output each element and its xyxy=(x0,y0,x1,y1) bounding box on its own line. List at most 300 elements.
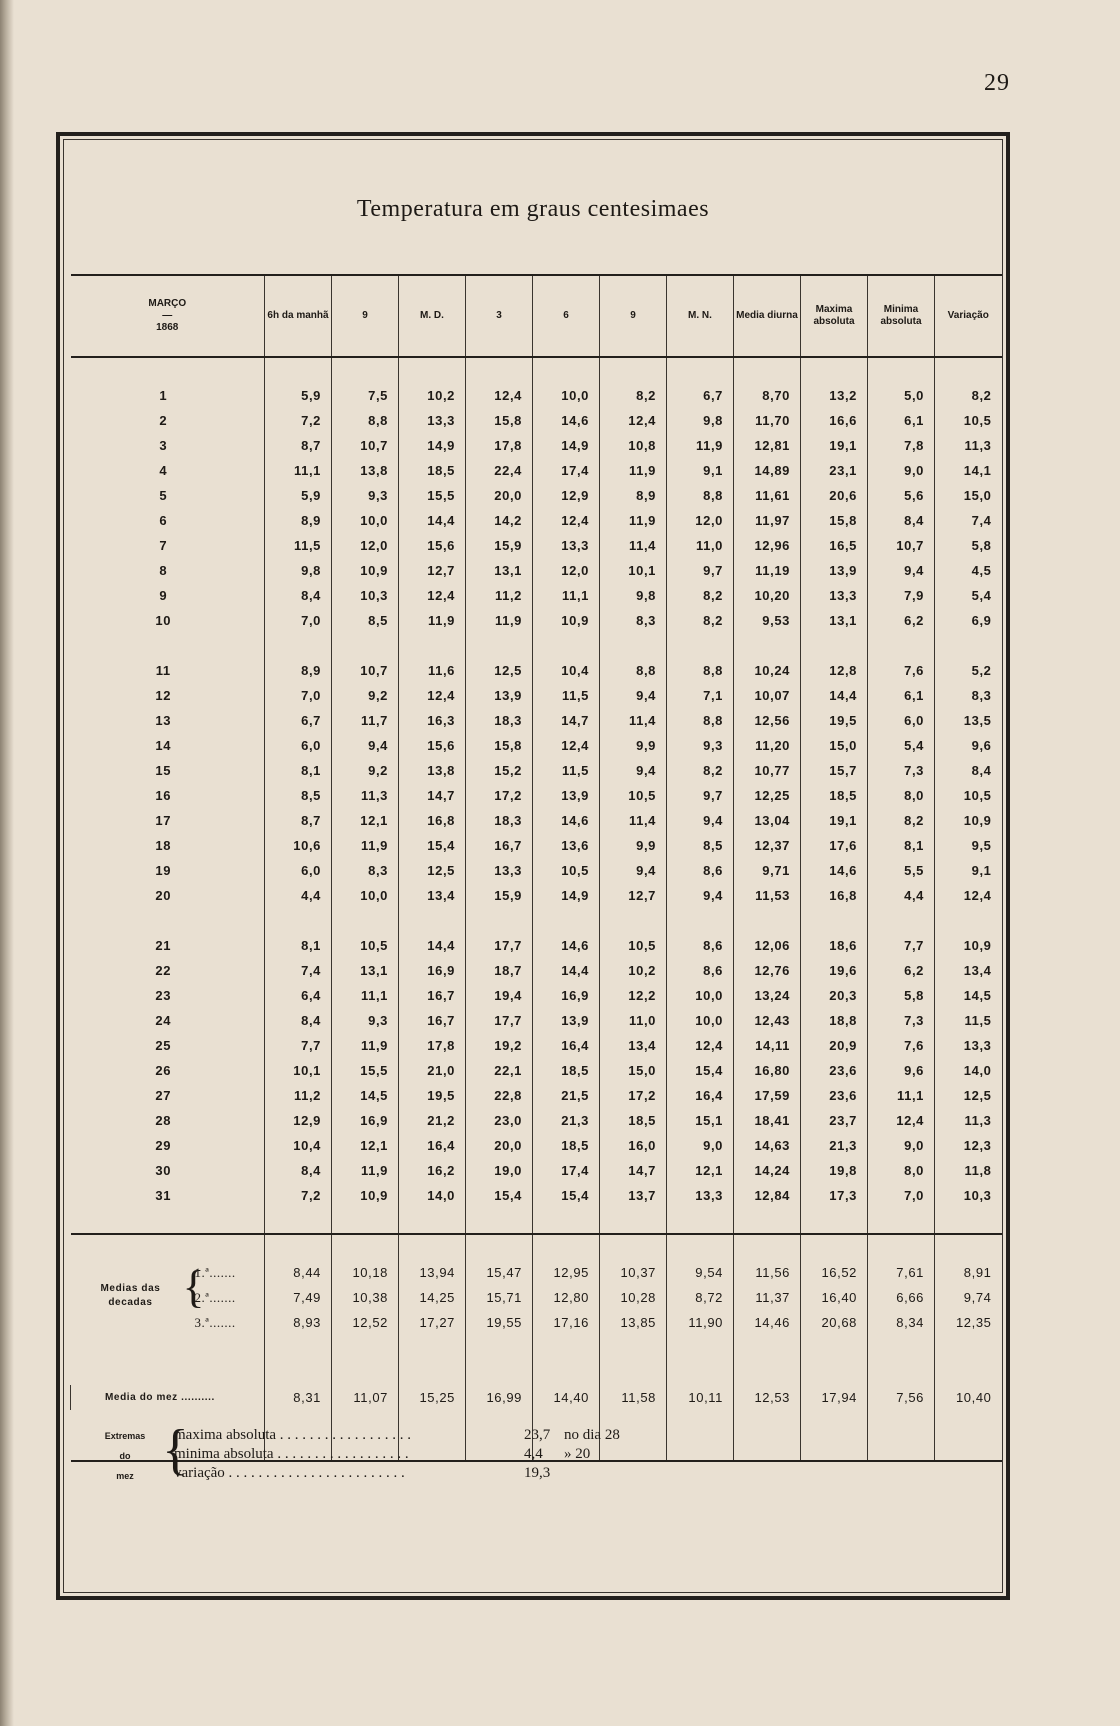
value-cell: 11,5 xyxy=(533,683,600,708)
value-cell: 5,0 xyxy=(868,383,935,408)
brace-glyph: { xyxy=(182,1261,206,1312)
value-cell: 11,4 xyxy=(600,808,667,833)
value-cell: 9,9 xyxy=(600,833,667,858)
value-cell: 9,4 xyxy=(667,808,734,833)
spacer-cell xyxy=(533,357,600,383)
value-cell: 11,20 xyxy=(734,733,801,758)
table-row xyxy=(71,458,1002,483)
page-number: 29 xyxy=(984,70,1010,96)
table-row xyxy=(71,708,1002,733)
extreme-value: 4,4 xyxy=(524,1446,543,1462)
table-row xyxy=(71,683,1002,708)
value-cell: 12,4 xyxy=(399,683,466,708)
spacer-cell xyxy=(801,1234,868,1260)
extremes-side-label xyxy=(90,1426,160,1486)
decade-label-cell xyxy=(71,1310,265,1335)
value-cell: 12,43 xyxy=(734,1008,801,1033)
decade-means-line: decadas xyxy=(108,1297,153,1308)
value-cell: 18,5 xyxy=(399,458,466,483)
value-cell: 12,0 xyxy=(667,508,734,533)
value-cell: 18,5 xyxy=(533,1133,600,1158)
month-mean-value: 15,25 xyxy=(399,1385,466,1410)
spacer-cell xyxy=(265,908,332,933)
spacer-cell xyxy=(868,357,935,383)
mean-value-cell: 7,49 xyxy=(265,1285,332,1310)
day-cell: 20 xyxy=(155,888,172,903)
value-cell: 9,5 xyxy=(935,833,1002,858)
spacer-cell xyxy=(935,1435,1002,1461)
mean-value-cell: 8,44 xyxy=(265,1260,332,1285)
mean-value-cell: 15,47 xyxy=(466,1260,533,1285)
value-cell: 8,6 xyxy=(667,858,734,883)
value-cell: 8,8 xyxy=(332,408,399,433)
table-row xyxy=(71,558,1002,583)
mean-value-cell: 14,46 xyxy=(734,1310,801,1335)
table-row xyxy=(71,933,1002,958)
value-cell: 16,9 xyxy=(533,983,600,1008)
spacer-cell xyxy=(533,1208,600,1234)
value-cell: 9,8 xyxy=(265,558,332,583)
value-cell: 9,0 xyxy=(868,1133,935,1158)
value-cell: 6,4 xyxy=(265,983,332,1008)
value-cell: 8,6 xyxy=(667,933,734,958)
month-mean-value: 10,40 xyxy=(935,1385,1002,1410)
value-cell: 12,0 xyxy=(533,558,600,583)
value-cell: 18,5 xyxy=(533,1058,600,1083)
value-cell: 8,9 xyxy=(265,658,332,683)
table-row xyxy=(71,1033,1002,1058)
day-cell: 2 xyxy=(159,413,168,428)
value-cell: 10,3 xyxy=(935,1183,1002,1208)
value-cell: 13,8 xyxy=(399,758,466,783)
value-cell: 14,11 xyxy=(734,1033,801,1058)
value-cell: 8,5 xyxy=(332,608,399,633)
value-cell: 5,8 xyxy=(935,533,1002,558)
spacer-cell xyxy=(533,1360,600,1385)
day-cell: 23 xyxy=(155,988,172,1003)
value-cell: 18,6 xyxy=(801,933,868,958)
spacer-cell xyxy=(466,1335,533,1360)
value-cell: 11,61 xyxy=(734,483,801,508)
value-cell: 12,1 xyxy=(667,1158,734,1183)
value-cell: 11,53 xyxy=(734,883,801,908)
value-cell: 14,2 xyxy=(466,508,533,533)
value-cell: 9,53 xyxy=(734,608,801,633)
day-cell: 16 xyxy=(155,788,172,803)
value-cell: 15,5 xyxy=(399,483,466,508)
value-cell: 13,3 xyxy=(801,583,868,608)
value-cell: 13,3 xyxy=(533,533,600,558)
table-row xyxy=(71,608,1002,633)
value-cell: 7,5 xyxy=(332,383,399,408)
column-header: 9 xyxy=(332,275,399,357)
value-cell: 13,3 xyxy=(399,408,466,433)
month-mean-value: 11,58 xyxy=(600,1385,667,1410)
value-cell: 11,70 xyxy=(734,408,801,433)
value-cell: 7,7 xyxy=(265,1033,332,1058)
table-row xyxy=(71,433,1002,458)
value-cell: 11,5 xyxy=(533,758,600,783)
table-row xyxy=(71,383,1002,408)
value-cell: 17,7 xyxy=(466,933,533,958)
spacer-cell xyxy=(265,1234,332,1260)
value-cell: 8,3 xyxy=(600,608,667,633)
value-cell: 12,9 xyxy=(265,1108,332,1133)
value-cell: 14,6 xyxy=(533,933,600,958)
decade-label-cell xyxy=(71,1285,265,1310)
value-cell: 8,4 xyxy=(265,1008,332,1033)
value-cell: 12,1 xyxy=(332,1133,399,1158)
extreme-suffix: no dia 28 xyxy=(564,1427,620,1443)
mean-value-cell: 8,34 xyxy=(868,1310,935,1335)
value-cell: 11,7 xyxy=(332,708,399,733)
table-row xyxy=(71,958,1002,983)
month-dash: — xyxy=(162,310,173,321)
table-row xyxy=(71,583,1002,608)
value-cell: 11,9 xyxy=(399,608,466,633)
value-cell: 20,6 xyxy=(801,483,868,508)
value-cell: 10,5 xyxy=(533,858,600,883)
value-cell: 22,1 xyxy=(466,1058,533,1083)
value-cell: 5,5 xyxy=(868,858,935,883)
value-cell: 17,2 xyxy=(466,783,533,808)
value-cell: 5,6 xyxy=(868,483,935,508)
day-cell: 9 xyxy=(159,588,168,603)
value-cell: 15,6 xyxy=(399,533,466,558)
value-cell: 15,4 xyxy=(667,1058,734,1083)
value-cell: 13,4 xyxy=(935,958,1002,983)
value-cell: 11,9 xyxy=(466,608,533,633)
table-row xyxy=(71,983,1002,1008)
spacer-cell xyxy=(533,1234,600,1260)
value-cell: 12,7 xyxy=(399,558,466,583)
value-cell: 19,0 xyxy=(466,1158,533,1183)
table-row xyxy=(71,1158,1002,1183)
value-cell: 9,4 xyxy=(600,683,667,708)
column-header: Minima absoluta xyxy=(868,275,935,357)
value-cell: 7,0 xyxy=(265,608,332,633)
value-cell: 16,6 xyxy=(801,408,868,433)
value-cell: 20,3 xyxy=(801,983,868,1008)
value-cell: 5,9 xyxy=(265,483,332,508)
table-row xyxy=(71,758,1002,783)
spacer-cell xyxy=(466,1360,533,1385)
value-cell: 7,4 xyxy=(935,508,1002,533)
mean-value-cell: 19,55 xyxy=(466,1310,533,1335)
value-cell: 10,1 xyxy=(600,558,667,583)
day-cell: 26 xyxy=(155,1063,172,1078)
value-cell: 15,4 xyxy=(399,833,466,858)
value-cell: 10,9 xyxy=(935,933,1002,958)
value-cell: 14,6 xyxy=(533,408,600,433)
day-cell: 29 xyxy=(155,1138,172,1153)
value-cell: 12,4 xyxy=(466,383,533,408)
value-cell: 9,6 xyxy=(868,1058,935,1083)
day-cell: 8 xyxy=(159,563,168,578)
value-cell: 13,9 xyxy=(801,558,868,583)
month-mean-value: 7,56 xyxy=(868,1385,935,1410)
value-cell: 13,1 xyxy=(466,558,533,583)
value-cell: 11,0 xyxy=(667,533,734,558)
spacer-cell xyxy=(935,1360,1002,1385)
value-cell: 9,0 xyxy=(868,458,935,483)
spacer-row xyxy=(71,357,1002,383)
value-cell: 14,6 xyxy=(533,808,600,833)
value-cell: 8,4 xyxy=(265,1158,332,1183)
value-cell: 16,7 xyxy=(466,833,533,858)
spacer-cell xyxy=(868,1435,935,1461)
spacer-cell xyxy=(667,1208,734,1234)
value-cell: 9,7 xyxy=(667,783,734,808)
value-cell: 13,3 xyxy=(667,1183,734,1208)
value-cell: 17,6 xyxy=(801,833,868,858)
value-cell: 6,7 xyxy=(265,708,332,733)
value-cell: 10,7 xyxy=(332,658,399,683)
value-cell: 17,3 xyxy=(801,1183,868,1208)
value-cell: 7,8 xyxy=(868,433,935,458)
month-mean-value: 11,07 xyxy=(332,1385,399,1410)
decade-ordinal: 2.ª....... xyxy=(194,1290,236,1305)
value-cell: 10,7 xyxy=(332,433,399,458)
spacer-cell xyxy=(935,908,1002,933)
day-cell: 27 xyxy=(155,1088,172,1103)
spacer-cell xyxy=(868,1335,935,1360)
value-cell: 9,3 xyxy=(667,733,734,758)
value-cell: 6,1 xyxy=(868,408,935,433)
table-row xyxy=(71,1108,1002,1133)
value-cell: 11,9 xyxy=(600,508,667,533)
value-cell: 19,8 xyxy=(801,1158,868,1183)
value-cell: 4,4 xyxy=(265,883,332,908)
value-cell: 12,76 xyxy=(734,958,801,983)
extreme-row xyxy=(174,1464,564,1483)
spacer-cell xyxy=(868,633,935,658)
mean-value-cell: 12,95 xyxy=(533,1260,600,1285)
spacer-cell xyxy=(734,1208,801,1234)
spacer-cell xyxy=(734,1360,801,1385)
spacer-cell xyxy=(466,1234,533,1260)
value-cell: 15,8 xyxy=(466,733,533,758)
value-cell: 9,1 xyxy=(667,458,734,483)
table-row xyxy=(71,1083,1002,1108)
value-cell: 10,5 xyxy=(600,933,667,958)
value-cell: 13,6 xyxy=(533,833,600,858)
table-row xyxy=(71,1133,1002,1158)
value-cell: 8,2 xyxy=(868,808,935,833)
value-cell: 12,37 xyxy=(734,833,801,858)
spacer-cell xyxy=(399,908,466,933)
value-cell: 12,4 xyxy=(533,733,600,758)
extreme-row xyxy=(174,1426,620,1445)
value-cell: 10,0 xyxy=(332,508,399,533)
value-cell: 8,4 xyxy=(935,758,1002,783)
value-cell: 6,2 xyxy=(868,608,935,633)
value-cell: 13,4 xyxy=(600,1033,667,1058)
value-cell: 12,0 xyxy=(332,533,399,558)
value-cell: 10,1 xyxy=(265,1058,332,1083)
value-cell: 8,70 xyxy=(734,383,801,408)
spacer-cell xyxy=(801,1435,868,1461)
value-cell: 9,4 xyxy=(332,733,399,758)
value-cell: 14,6 xyxy=(801,858,868,883)
value-cell: 10,7 xyxy=(868,533,935,558)
spacer-cell xyxy=(935,1335,1002,1360)
spacer-cell xyxy=(399,1208,466,1234)
spacer-row xyxy=(71,1234,1002,1260)
column-header: 3 xyxy=(466,275,533,357)
value-cell: 10,5 xyxy=(600,783,667,808)
mean-value-cell: 11,56 xyxy=(734,1260,801,1285)
spacer-cell xyxy=(935,633,1002,658)
table-row xyxy=(71,1008,1002,1033)
value-cell: 12,4 xyxy=(533,508,600,533)
value-cell: 6,1 xyxy=(868,683,935,708)
day-cell: 7 xyxy=(159,538,168,553)
extreme-label: variação . . . . . . . . . . . . . . . . . . . . . . . . xyxy=(174,1465,405,1481)
value-cell: 10,5 xyxy=(935,408,1002,433)
value-cell: 9,71 xyxy=(734,858,801,883)
value-cell: 11,4 xyxy=(600,708,667,733)
value-cell: 19,5 xyxy=(801,708,868,733)
value-cell: 7,3 xyxy=(868,758,935,783)
value-cell: 16,9 xyxy=(399,958,466,983)
spacer-cell xyxy=(533,1335,600,1360)
value-cell: 19,6 xyxy=(801,958,868,983)
value-cell: 10,9 xyxy=(533,608,600,633)
value-cell: 9,8 xyxy=(600,583,667,608)
value-cell: 6,2 xyxy=(868,958,935,983)
temperature-table xyxy=(70,274,1002,1462)
spacer-cell xyxy=(801,1360,868,1385)
value-cell: 13,9 xyxy=(533,1008,600,1033)
mean-value-cell: 17,16 xyxy=(533,1310,600,1335)
spacer-cell xyxy=(466,1208,533,1234)
mean-value-cell: 10,18 xyxy=(332,1260,399,1285)
value-cell: 10,9 xyxy=(935,808,1002,833)
value-cell: 14,1 xyxy=(935,458,1002,483)
value-cell: 9,3 xyxy=(332,483,399,508)
month-mean-value: 14,40 xyxy=(533,1385,600,1410)
day-cell: 25 xyxy=(155,1038,172,1053)
column-header: Media diurna xyxy=(734,275,801,357)
value-cell: 11,1 xyxy=(265,458,332,483)
spacer-cell xyxy=(667,1410,734,1435)
spacer-cell xyxy=(399,1234,466,1260)
day-cell: 31 xyxy=(155,1188,172,1203)
value-cell: 15,0 xyxy=(935,483,1002,508)
value-cell: 18,5 xyxy=(600,1108,667,1133)
value-cell: 15,8 xyxy=(466,408,533,433)
mean-value-cell: 13,94 xyxy=(399,1260,466,1285)
value-cell: 8,3 xyxy=(935,683,1002,708)
decade-mean-row xyxy=(71,1285,1002,1310)
mean-value-cell: 11,90 xyxy=(667,1310,734,1335)
value-cell: 11,1 xyxy=(533,583,600,608)
value-cell: 13,8 xyxy=(332,458,399,483)
value-cell: 10,24 xyxy=(734,658,801,683)
value-cell: 15,4 xyxy=(466,1183,533,1208)
value-cell: 8,8 xyxy=(600,658,667,683)
value-cell: 20,0 xyxy=(466,483,533,508)
header-row xyxy=(71,275,1002,357)
spacer-cell xyxy=(332,357,399,383)
table-row xyxy=(71,858,1002,883)
month-mean-value: 17,94 xyxy=(801,1385,868,1410)
value-cell: 8,8 xyxy=(667,483,734,508)
mean-value-cell: 16,40 xyxy=(801,1285,868,1310)
mean-value-cell: 12,52 xyxy=(332,1310,399,1335)
value-cell: 16,4 xyxy=(667,1083,734,1108)
spacer-cell xyxy=(868,1360,935,1385)
mean-value-cell: 9,54 xyxy=(667,1260,734,1285)
spacer-cell xyxy=(600,1208,667,1234)
mean-value-cell: 7,61 xyxy=(868,1260,935,1285)
value-cell: 12,4 xyxy=(399,583,466,608)
spacer-cell xyxy=(935,1410,1002,1435)
value-cell: 5,9 xyxy=(265,383,332,408)
day-cell: 6 xyxy=(159,513,168,528)
mean-value-cell: 15,71 xyxy=(466,1285,533,1310)
value-cell: 9,2 xyxy=(332,758,399,783)
value-cell: 10,3 xyxy=(332,583,399,608)
spacer-cell xyxy=(734,1410,801,1435)
value-cell: 7,2 xyxy=(265,1183,332,1208)
value-cell: 10,4 xyxy=(533,658,600,683)
extremes-side-line: mez xyxy=(116,1471,134,1481)
value-cell: 17,4 xyxy=(533,1158,600,1183)
spacer-cell xyxy=(399,1335,466,1360)
spacer-cell xyxy=(667,1435,734,1461)
value-cell: 10,0 xyxy=(667,983,734,1008)
value-cell: 17,59 xyxy=(734,1083,801,1108)
value-cell: 16,7 xyxy=(399,1008,466,1033)
extreme-label: maxima absoluta . . . . . . . . . . . . . . . . . . xyxy=(174,1427,412,1443)
value-cell: 12,4 xyxy=(600,408,667,433)
value-cell: 11,5 xyxy=(265,533,332,558)
value-cell: 7,0 xyxy=(868,1183,935,1208)
value-cell: 12,9 xyxy=(533,483,600,508)
spacer-cell xyxy=(332,633,399,658)
spacer-cell xyxy=(332,908,399,933)
value-cell: 11,9 xyxy=(332,833,399,858)
table-row xyxy=(71,658,1002,683)
value-cell: 23,0 xyxy=(466,1108,533,1133)
month-mean-value: 10,11 xyxy=(667,1385,734,1410)
value-cell: 7,2 xyxy=(265,408,332,433)
value-cell: 16,8 xyxy=(801,883,868,908)
spacer-cell xyxy=(667,633,734,658)
spacer-cell xyxy=(600,1234,667,1260)
column-header: Maxima absoluta xyxy=(801,275,868,357)
value-cell: 14,9 xyxy=(533,433,600,458)
value-cell: 14,5 xyxy=(935,983,1002,1008)
value-cell: 18,7 xyxy=(466,958,533,983)
value-cell: 7,6 xyxy=(868,1033,935,1058)
month-header xyxy=(71,275,265,357)
value-cell: 7,1 xyxy=(667,683,734,708)
value-cell: 5,4 xyxy=(868,733,935,758)
spacer-cell xyxy=(600,357,667,383)
spacer-cell xyxy=(600,908,667,933)
spacer-cell xyxy=(734,357,801,383)
spacer-cell xyxy=(466,633,533,658)
extreme-suffix: » 20 xyxy=(564,1446,591,1462)
spacer-cell xyxy=(734,908,801,933)
value-cell: 12,7 xyxy=(600,883,667,908)
value-cell: 17,8 xyxy=(399,1033,466,1058)
mean-value-cell: 20,68 xyxy=(801,1310,868,1335)
table-title: Temperatura em graus centesimaes xyxy=(356,196,710,222)
